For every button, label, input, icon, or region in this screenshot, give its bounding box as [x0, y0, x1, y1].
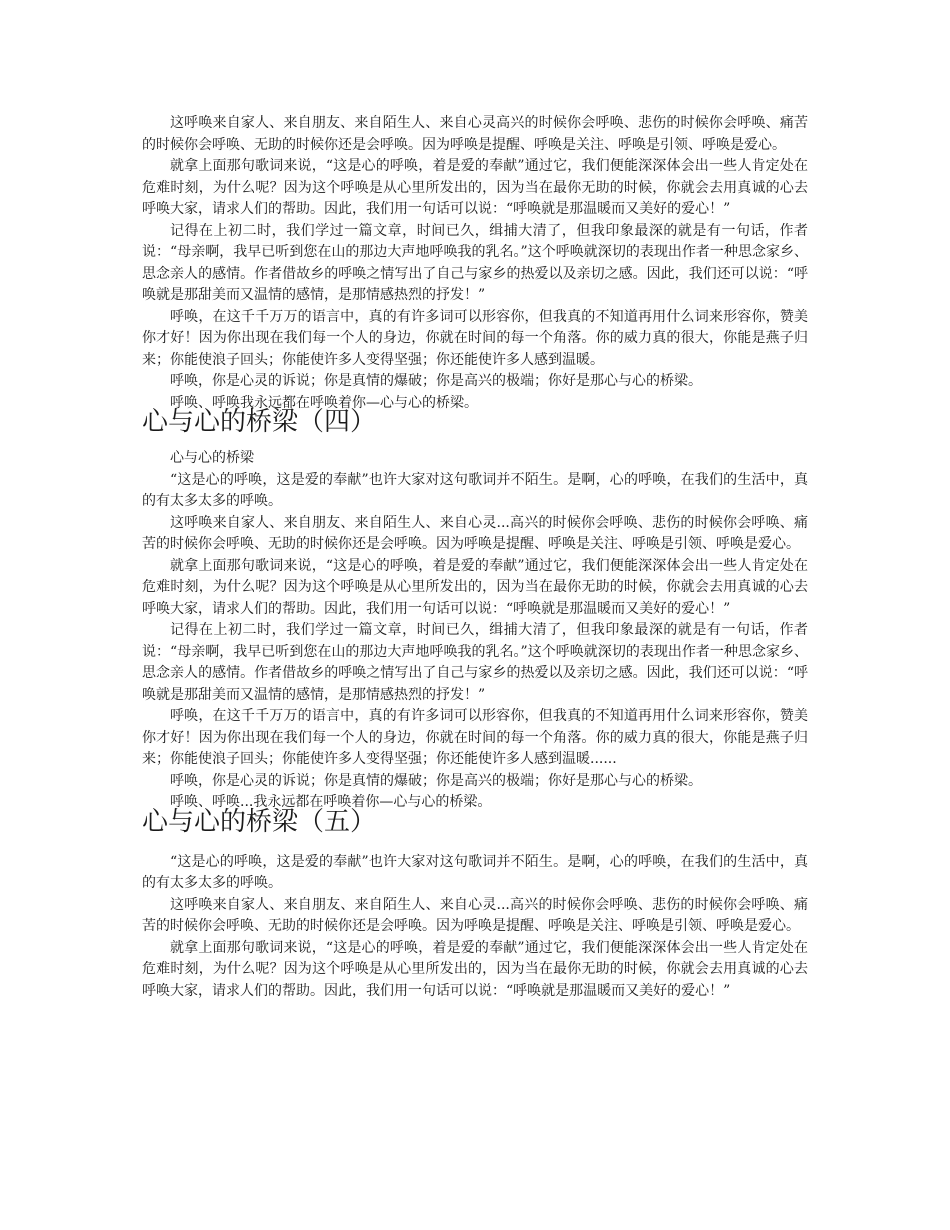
paragraph: 记得在上初二时，我们学过一篇文章，时间已久，缉捕大清了，但我印象最深的就是有一句话，作者说：“母亲啊，我早已听到您在山的那边大声地呼唤我的乳名。”这个呼唤就深切的表现出作者一种思念家乡、思念亲人的感情。作者借故乡的呼唤之情写出了自己与家乡的热爱以及亲切之感。因此，我们还可以说：“呼唤就是那甜美而又温情的感情，是那情感热烈的抒发！” — [142, 622, 808, 703]
paragraph: 这呼唤来自家人、来自朋友、来自陌生人、来自心灵...高兴的时候你会呼唤、悲伤的时候你会呼唤、痛苦的时候你会呼唤、无助的时候你还是会呼唤。因为呼唤是提醒、呼唤是关注、呼唤是引领、呼唤是爱心。 — [142, 514, 808, 552]
section-five — [142, 808, 808, 1003]
paragraph: 就拿上面那句歌词来说，“这是心的呼唤，着是爱的奉献”通过它，我们便能深深体会出一些人肯定处在危难时刻，为什么呢？因为这个呼唤是从心里所发出的，因为当在最你无助的时候，你就会去用真诚的心去呼唤大家，请求人们的帮助。因此，我们用一句话可以说：“呼唤就是那温暖而又美好的爱心！” — [142, 557, 808, 617]
paragraph: 呼唤，你是心灵的诉说；你是真情的爆破；你是高兴的极端；你好是那心与心的桥梁。 — [170, 373, 702, 389]
document-page — [142, 113, 808, 1002]
paragraph: 呼唤，在这千千万万的语言中，真的有许多词可以形容你，但我真的不知道再用什么词来形容你，赞美你才好！因为你出现在我们每一个人的身边，你就在时间的每一个角落。你的威力真的很大，你能是燕子归来；你能使浪子回头；你能使许多人变得坚强；你还能使许多人感到温暖。 — [142, 308, 808, 368]
paragraph: 呼唤、呼唤我永远都在呼唤着你—心与心的桥梁。 — [170, 394, 478, 411]
paragraph: 呼唤，在这千千万万的语言中，真的有许多词可以形容你，但我真的不知道再用什么词来形容你，赞美你才好！因为你出现在我们每一个人的身边，你就在时间的每一个角落。你的威力真的很大，你能是燕子归来；你能使浪子回头；你能使许多人变得坚强；你还能使许多人感到温暖...... — [142, 708, 808, 767]
paragraph: 这呼唤来自家人、来自朋友、来自陌生人、来自心灵高兴的时候你会呼唤、悲伤的时候你会呼唤、痛苦的时候你会呼唤、无助的时候你还是会呼唤。因为呼唤是提醒、呼唤是关注、呼唤是引领、呼唤是爱心。 — [142, 115, 808, 153]
section-continued — [142, 113, 808, 414]
paragraph: 这呼唤来自家人、来自朋友、来自陌生人、来自心灵...高兴的时候你会呼唤、悲伤的时候你会呼唤、痛苦的时候你会呼唤、无助的时候你还是会呼唤。因为呼唤是提醒、呼唤是关注、呼唤是引领、呼唤是爱心。 — [142, 896, 808, 934]
paragraph: “这是心的呼唤，这是爱的奉献”也许大家对这句歌词并不陌生。是啊，心的呼唤，在我们的生活中，真的有太多太多的呼唤。 — [142, 471, 808, 509]
paragraph: “这是心的呼唤，这是爱的奉献”也许大家对这句歌词并不陌生。是啊，心的呼唤，在我们的生活中，真的有太多太多的呼唤。 — [142, 853, 808, 891]
section-four — [142, 408, 808, 814]
paragraph: 记得在上初二时，我们学过一篇文章，时间已久，缉捕大清了，但我印象最深的就是有一句话，作者说：“母亲啊，我早已听到您在山的那边大声地呼唤我的乳名。”这个呼唤就深切的表现出作者一种思念家乡、思念亲人的感情。作者借故乡的呼唤之情写出了自己与家乡的热爱以及亲切之感。因此，我们还可以说：“呼唤就是那甜美而又温情的感情，是那情感热烈的抒发！” — [142, 222, 808, 303]
section-heading: 心与心的桥梁（五） — [142, 806, 377, 837]
paragraph: 就拿上面那句歌词来说，“这是心的呼唤，着是爱的奉献”通过它，我们便能深深体会出一些人肯定处在危难时刻，为什么呢？因为这个呼唤是从心里所发出的，因为当在最你无助的时候，你就会去用真诚的心去呼唤大家，请求人们的帮助。因此，我们用一句话可以说：“呼唤就是那温暖而又美好的爱心！” — [142, 158, 808, 217]
section-heading: 心与心的桥梁（四） — [142, 407, 377, 437]
paragraph: 呼唤，你是心灵的诉说；你是真情的爆破；你是高兴的极端；你好是那心与心的桥梁。 — [170, 772, 702, 789]
subtitle: 心与心的桥梁 — [170, 450, 254, 466]
paragraph: 呼唤、呼唤...我永远都在呼唤着你—心与心的桥梁。 — [170, 794, 492, 810]
paragraph: 就拿上面那句歌词来说，“这是心的呼唤，着是爱的奉献”通过它，我们便能深深体会出一些人肯定处在危难时刻，为什么呢？因为这个呼唤是从心里所发出的，因为当在最你无助的时候，你就会去用真诚的心去呼唤大家，请求人们的帮助。因此，我们用一句话可以说：“呼唤就是那温暖而又美好的爱心！” — [142, 939, 808, 999]
